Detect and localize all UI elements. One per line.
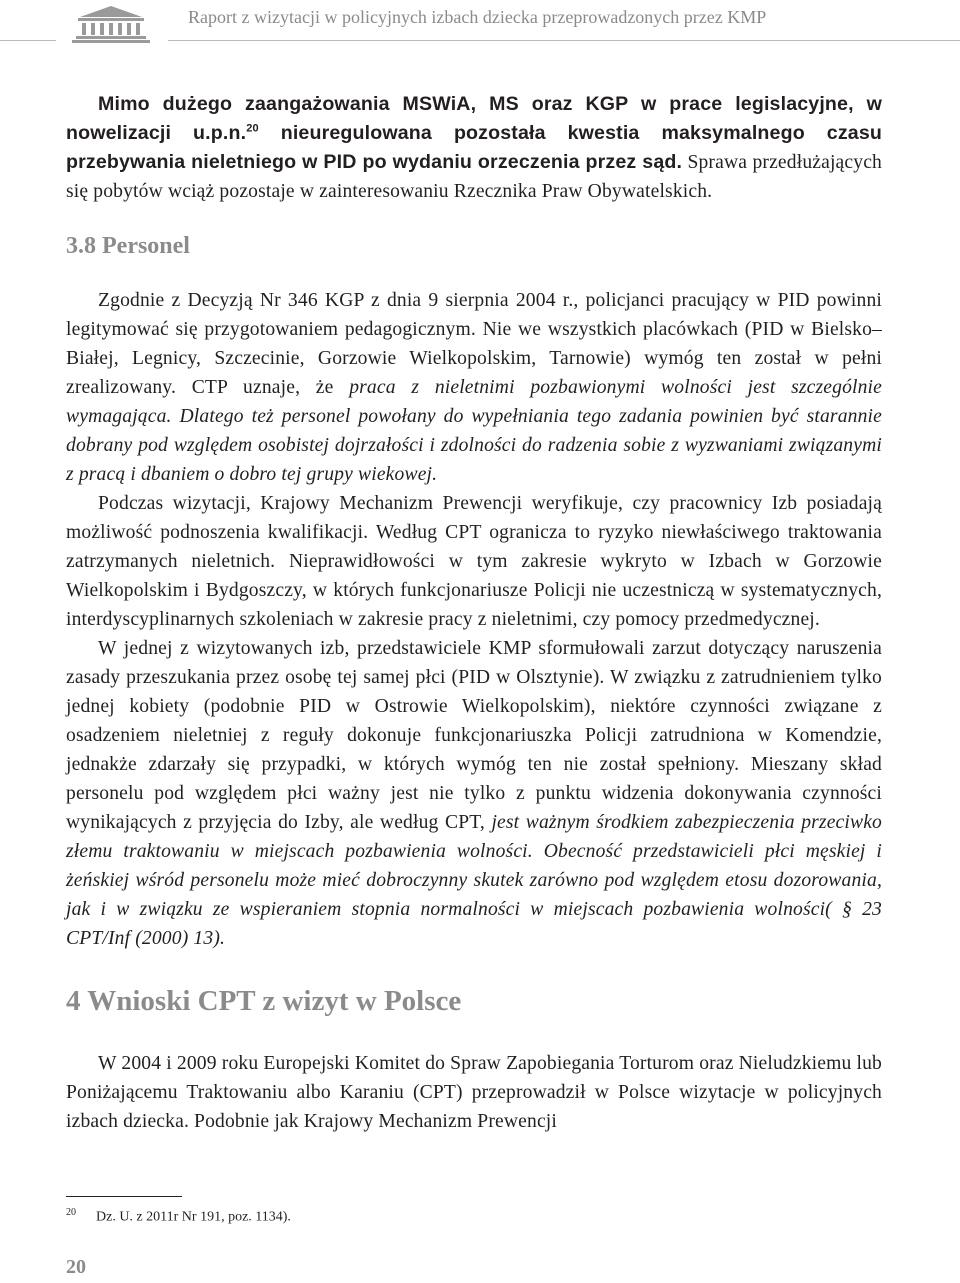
intro-paragraph (66, 90, 882, 206)
intro-normal: Sprawa przedłużających się pobytów wciąż pozostaje w zainteresowaniu Rzecznika Praw Obywatelskich. (66, 152, 882, 202)
footnote-ref: 20 (246, 122, 259, 135)
footnote-text: Dz. U. z 2011r Nr 191, poz. 1134). (96, 1209, 291, 1225)
personel-p1-text: Zgodnie z Decyzją Nr 346 KGP z dnia 9 sierpnia 2004 r., policjanci pracujący w PID powinni legitymować się przygotowaniem pedagogicznym. Nie we wszystkich placówkach (PID w Bielsko–Białej, Legnicy, Szczecinie, Gorzowie Wielkopolskim, Tarnowie) wymóg ten został w pełni zrealizowany. CTP uznaje, że (66, 290, 882, 398)
personel-p3-quote: jest ważnym środkiem zabezpieczenia przeciwko złemu traktowaniu w miejscach pozbawienia wolności. Obecność przedstawicieli płci męskiej i żeńskiej wśród personelu może mieć dobroczynny skutek zarówno pod względem etosu dozorowania, jak i w związku ze wspieraniem stopnia normalności w miejscach pozbawienia wolności( § 23 CPT/Inf (2000) 13). (66, 812, 882, 949)
page-number: 20 (66, 1256, 86, 1278)
wnioski-paragraph-1: W 2004 i 2009 roku Europejski Komitet do Spraw Zapobiegania Torturom oraz Nieludzkiemu lub Poniżającemu Traktowaniu albo Karaniu (CPT) przeprowadził w Polsce wizytacje w policyjnych izbach dziecka. Podobnie jak Krajowy Mechanizm Prewencji (66, 1053, 882, 1132)
personel-p1-quote: praca z nieletnimi pozbawionymi wolności jest szczególnie wymagająca. Dlatego też personel powołany do wypełniania tego zadania powinien być starannie dobrany pod względem osobistej dojrzałości i zdolności do radzenia sobie z wyzwaniami związanymi z pracą i dbaniem o dobro tej grupy wiekowej. (66, 377, 883, 485)
personel-p3-text: W jednej z wizytowanych izb, przedstawiciele KMP sformułowali zarzut dotyczący naruszenia zasady przeszukania przez osobę tej samej płci (PID w Olsztynie). W związku z zatrudnieniem tylko jednej kobiety (podobnie PID w Ostrowie Wielkopolskim), niektóre czynności związane z osadzeniem nieletniej z reguły dokonuje funkcjonariuszka Policji zatrudniona w Komendzie, jednakże zdarzały się przypadki, w których wymóg ten nie został spełniony. Mieszany skład personelu pod względem płci ważny jest nie tylko z punktu widzenia dokonywania czynności wynikających z przyjęcia do Izby, ale według CPT, (66, 638, 882, 833)
footnote-number: 20 (66, 1207, 76, 1218)
header-title: Raport z wizytacji w policyjnych izbach dziecka przeprowadzonych przez KMP (188, 7, 767, 27)
personel-paragraph-3 (66, 634, 882, 953)
intro-bold-b: nieuregulowana pozostała kwestia maksymalnego czasu przebywania nieletniego w PID po wydaniu orzeczenia przez sąd. (66, 122, 882, 173)
running-header (0, 0, 960, 50)
personel-paragraph-2: Podczas wizytacji, Krajowy Mechanizm Prewencji weryfikuje, czy pracownicy Izb posiadają możliwość podnoszenia kwalifikacji. Według CPT ogranicza to ryzyko niewłaściwego traktowania zatrzymanych nieletnich. Nieprawidłowości w tym zakresie wykryto w Izbach w Gorzowie Wielkopolskim i Bydgoszczy, w których funkcjonariusze Policji nie uczestniczą w systematycznych, interdyscyplinarnych szkoleniach w zakresie pracy z nieletnimi, czy pomocy przedmedycznej. (66, 493, 882, 630)
chapter-heading-wnioski: 4 Wnioski CPT z wizyt w Polsce (66, 985, 462, 1017)
personel-paragraph-1 (66, 286, 882, 489)
footnote (66, 1207, 291, 1226)
institution-building-icon (66, 2, 156, 46)
footnote-divider (66, 1196, 182, 1197)
header-rule-left (0, 40, 56, 41)
page-body (66, 90, 882, 1136)
header-rule-right (168, 40, 960, 41)
section-heading-personel: 3.8 Personel (66, 233, 190, 259)
intro-bold-a: Mimo dużego zaangażowania MSWiA, MS oraz KGP w prace legislacyjne, w nowelizacji u.p.n. (66, 93, 882, 144)
